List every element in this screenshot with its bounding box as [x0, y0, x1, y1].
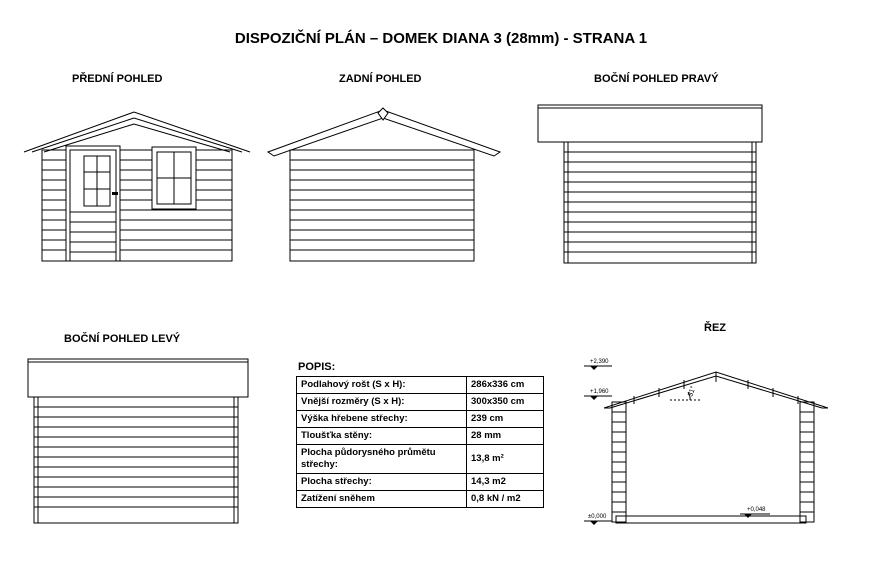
- spec-value: 28 mm: [467, 428, 544, 445]
- spec-value: 13,8 m²: [467, 445, 544, 474]
- right-side-view-label: BOČNÍ POHLED PRAVÝ: [594, 73, 719, 85]
- spec-label: Vnější rozměry (S x H):: [297, 394, 467, 411]
- page-title: DISPOZIČNÍ PLÁN – DOMEK DIANA 3 (28mm) - STRANA 1: [234, 30, 648, 47]
- section-view-label: ŘEZ: [704, 322, 726, 334]
- spec-value: 0,8 kN / m2: [467, 491, 544, 508]
- table-row: [297, 445, 544, 474]
- front-view-label: PŘEDNÍ POHLED: [72, 73, 163, 85]
- table-row: [297, 428, 544, 445]
- spec-label: Výška hřebene střechy:: [297, 411, 467, 428]
- table-row: [297, 377, 544, 394]
- back-view-label: ZADNÍ POHLED: [339, 73, 422, 85]
- roof-angle-label: 31°: [687, 385, 698, 398]
- spec-label: Plocha půdorysného průmětu střechy:: [297, 445, 467, 474]
- spec-value: 286x336 cm: [467, 377, 544, 394]
- spec-value: 300x350 cm: [467, 394, 544, 411]
- specification-table: [296, 376, 544, 508]
- left-side-view-label: BOČNÍ POHLED LEVÝ: [64, 333, 181, 345]
- table-row: [297, 474, 544, 491]
- level-eave: +1,960: [590, 389, 609, 395]
- spec-label: Zatížení sněhem: [297, 491, 467, 508]
- spec-label: Tloušťka stěny:: [297, 428, 467, 445]
- level-floor: +0,048: [747, 507, 766, 513]
- spec-label: Plocha střechy:: [297, 474, 467, 491]
- spec-label: Podlahový rošt (S x H):: [297, 377, 467, 394]
- popis-heading: POPIS:: [298, 361, 336, 373]
- table-row: [297, 491, 544, 508]
- table-row: [297, 411, 544, 428]
- table-row: [297, 394, 544, 411]
- spec-value: 239 cm: [467, 411, 544, 428]
- spec-value: 14,3 m2: [467, 474, 544, 491]
- level-base: ±0,000: [588, 514, 607, 520]
- level-ridge: +2,390: [590, 359, 609, 365]
